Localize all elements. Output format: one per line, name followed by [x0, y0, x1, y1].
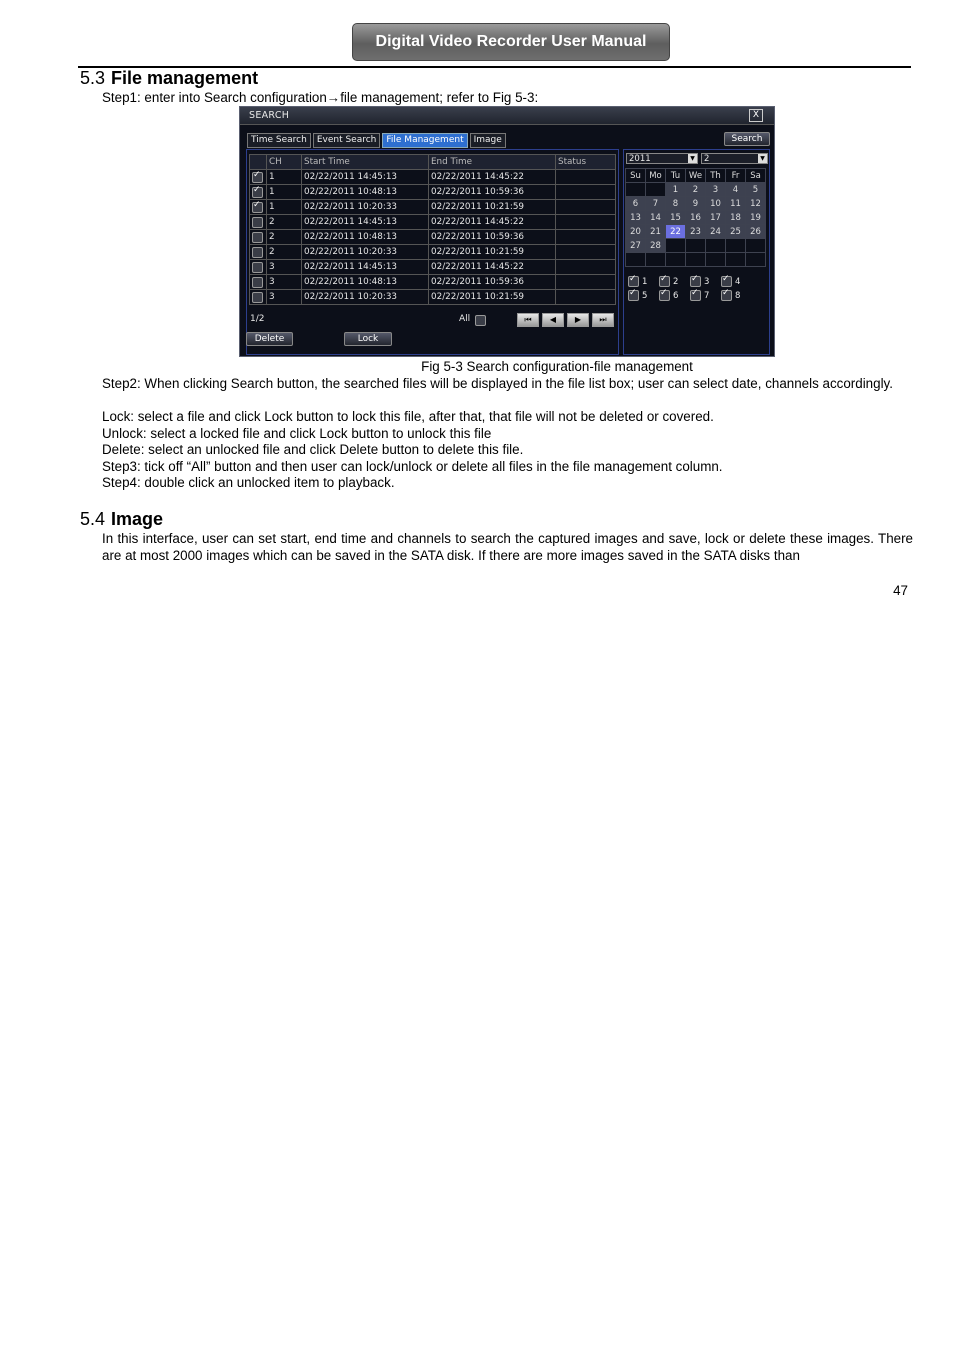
cell-end-time: 02/22/2011 10:59:36 — [429, 275, 556, 290]
row-checkbox[interactable] — [252, 217, 263, 228]
row-checkbox[interactable] — [252, 187, 263, 198]
weekday-label: Tu — [666, 169, 686, 183]
calendar-day[interactable]: 11 — [726, 197, 746, 211]
calendar-empty-cell — [666, 253, 686, 267]
channel-option[interactable] — [690, 290, 709, 301]
channel-label: 2 — [673, 277, 679, 287]
row-select-cell — [250, 200, 267, 215]
search-window — [239, 106, 775, 357]
section-5-4-heading — [80, 509, 163, 530]
cell-status — [556, 200, 616, 215]
cell-start-time: 02/22/2011 10:48:13 — [302, 275, 429, 290]
cell-start-time: 02/22/2011 10:20:33 — [302, 290, 429, 305]
calendar-empty-cell — [726, 253, 746, 267]
step1-text: Step1: enter into Search configuration→file management; refer to Fig 5-3: — [102, 90, 539, 105]
window-titlebar — [240, 107, 774, 125]
channel-checkbox[interactable] — [628, 276, 639, 287]
row-select-cell — [250, 275, 267, 290]
file-table — [249, 154, 616, 305]
cell-start-time: 02/22/2011 14:45:13 — [302, 170, 429, 185]
calendar-day[interactable]: 8 — [666, 197, 686, 211]
weekday-row — [626, 169, 766, 183]
column-header-ch: CH — [267, 155, 302, 170]
cell-ch: 1 — [267, 185, 302, 200]
tab-event-search[interactable]: Event Search — [313, 133, 381, 148]
row-select-cell — [250, 260, 267, 275]
row-select-cell — [250, 185, 267, 200]
next-page-icon[interactable]: ▶ — [567, 313, 589, 327]
calendar-day[interactable]: 1 — [666, 183, 686, 197]
tab-image[interactable]: Image — [470, 133, 506, 148]
section-number: 5.4 — [80, 509, 106, 529]
table-row[interactable] — [250, 185, 616, 200]
cell-start-time: 02/22/2011 10:48:13 — [302, 185, 429, 200]
cell-ch: 3 — [267, 290, 302, 305]
step3-text: Step3: tick off “All” button and then user can lock/unlock or delete all files in the file management column. — [102, 459, 723, 474]
image-section-text: In this interface, user can set start, end time and channels to search the captured images and save, lock or delete these images. There are at most 2000 images which can be saved in the SATA disk. If there are more images saved in the SATA disks than — [102, 531, 913, 563]
column-header-start-time: Start Time — [302, 155, 429, 170]
calendar-empty-cell — [746, 239, 766, 253]
calendar-day[interactable]: 5 — [746, 183, 766, 197]
table-row[interactable] — [250, 290, 616, 305]
section-5-3-heading — [80, 68, 258, 89]
calendar-day[interactable]: 10 — [706, 197, 726, 211]
channel-label: 5 — [642, 291, 648, 301]
row-checkbox[interactable] — [252, 277, 263, 288]
cell-status — [556, 215, 616, 230]
table-row[interactable] — [250, 260, 616, 275]
calendar-day[interactable]: 4 — [726, 183, 746, 197]
channel-checkbox[interactable] — [690, 290, 701, 301]
weekday-label: Sa — [746, 169, 766, 183]
cell-status — [556, 245, 616, 260]
row-select-cell — [250, 245, 267, 260]
section-title: Image — [111, 509, 164, 529]
cell-end-time: 02/22/2011 10:21:59 — [429, 290, 556, 305]
calendar-empty-cell — [686, 253, 706, 267]
channel-label: 3 — [704, 277, 710, 287]
calendar-day[interactable]: 27 — [626, 239, 646, 253]
table-row[interactable] — [250, 170, 616, 185]
delete-button[interactable]: Delete — [246, 332, 293, 346]
calendar-week — [626, 197, 766, 211]
cell-status — [556, 275, 616, 290]
cell-status — [556, 260, 616, 275]
cell-ch: 2 — [267, 245, 302, 260]
calendar-day[interactable]: 20 — [626, 225, 646, 239]
cell-ch: 1 — [267, 170, 302, 185]
first-page-icon[interactable]: ⏮ — [517, 313, 539, 327]
calendar-week — [626, 211, 766, 225]
cell-ch: 3 — [267, 260, 302, 275]
section-number: 5.3 — [80, 68, 106, 88]
calendar-day[interactable]: 13 — [626, 211, 646, 225]
table-header-row — [250, 155, 616, 170]
cell-end-time: 02/22/2011 14:45:22 — [429, 260, 556, 275]
calendar-day[interactable]: 25 — [726, 225, 746, 239]
calendar-day[interactable]: 18 — [726, 211, 746, 225]
all-label: All — [459, 314, 471, 324]
channel-option[interactable] — [628, 276, 647, 287]
chevron-down-icon: ▼ — [758, 154, 767, 163]
cell-end-time: 02/22/2011 10:59:36 — [429, 185, 556, 200]
calendar-empty-cell — [706, 239, 726, 253]
cell-ch: 1 — [267, 200, 302, 215]
close-icon[interactable]: X — [749, 109, 763, 122]
window-title: SEARCH — [249, 110, 290, 121]
cell-ch: 3 — [267, 275, 302, 290]
lock-text: Lock: select a file and click Lock button to lock this file, after that, that file will not be deleted or covered. — [102, 409, 714, 424]
row-select-cell — [250, 230, 267, 245]
calendar-empty-cell — [726, 239, 746, 253]
calendar-empty-cell — [626, 183, 646, 197]
table-row[interactable] — [250, 230, 616, 245]
calendar-day[interactable]: 19 — [746, 211, 766, 225]
calendar-empty-cell — [686, 239, 706, 253]
calendar-day[interactable]: 2 — [686, 183, 706, 197]
cell-end-time: 02/22/2011 14:45:22 — [429, 170, 556, 185]
channel-option[interactable] — [721, 290, 740, 301]
cell-ch: 2 — [267, 215, 302, 230]
channel-option[interactable] — [659, 290, 678, 301]
unlock-text: Unlock: select a locked file and click Lock button to unlock this file — [102, 426, 492, 441]
tab-file-management[interactable]: File Management — [382, 133, 467, 148]
channel-label: 6 — [673, 291, 679, 301]
calendar-empty-cell — [646, 183, 666, 197]
cell-end-time: 02/22/2011 10:21:59 — [429, 200, 556, 215]
tab-time-search[interactable]: Time Search — [247, 133, 311, 148]
channel-checkbox[interactable] — [721, 290, 732, 301]
column-header-end-time: End Time — [429, 155, 556, 170]
calendar-day[interactable]: 9 — [686, 197, 706, 211]
weekday-label: Su — [626, 169, 646, 183]
cell-end-time: 02/22/2011 14:45:22 — [429, 215, 556, 230]
year-select[interactable] — [626, 153, 698, 164]
calendar-panel — [623, 149, 770, 355]
calendar-day[interactable]: 21 — [646, 225, 666, 239]
calendar-empty-cell — [706, 253, 726, 267]
step2-text: Step2: When clicking Search button, the searched files will be displayed in the file list box; user can select date, channels accordingly. — [102, 376, 893, 391]
manual-title-badge: Digital Video Recorder User Manual — [352, 23, 670, 61]
page-indicator: 1/2 — [250, 314, 265, 324]
calendar-empty-cell — [626, 253, 646, 267]
channel-option[interactable] — [628, 290, 647, 301]
calendar-grid — [625, 168, 766, 267]
calendar-day[interactable]: 24 — [706, 225, 726, 239]
calendar-day[interactable]: 12 — [746, 197, 766, 211]
table-row[interactable] — [250, 200, 616, 215]
channel-label: 1 — [642, 277, 648, 287]
channel-checkbox[interactable] — [659, 290, 670, 301]
prev-page-icon[interactable]: ◀ — [542, 313, 564, 327]
row-checkbox[interactable] — [252, 247, 263, 258]
channel-checkbox[interactable] — [659, 276, 670, 287]
cell-end-time: 02/22/2011 10:21:59 — [429, 245, 556, 260]
calendar-day[interactable]: 3 — [706, 183, 726, 197]
cell-status — [556, 185, 616, 200]
cell-start-time: 02/22/2011 10:20:33 — [302, 245, 429, 260]
calendar-day[interactable]: 22 — [666, 225, 686, 239]
tab-bar — [247, 133, 508, 147]
cell-end-time: 02/22/2011 10:59:36 — [429, 230, 556, 245]
calendar-week — [626, 253, 766, 267]
table-row[interactable] — [250, 275, 616, 290]
calendar-day[interactable]: 7 — [646, 197, 666, 211]
channel-label: 7 — [704, 291, 710, 301]
table-row[interactable] — [250, 215, 616, 230]
weekday-label: Th — [706, 169, 726, 183]
pager-bar — [250, 313, 615, 327]
calendar-empty-cell — [746, 253, 766, 267]
figure-caption: Fig 5-3 Search configuration-file management — [421, 359, 693, 374]
cell-start-time: 02/22/2011 14:45:13 — [302, 260, 429, 275]
month-select[interactable] — [701, 153, 768, 164]
channel-option[interactable] — [659, 276, 678, 287]
calendar-day[interactable]: 14 — [646, 211, 666, 225]
last-page-icon[interactable]: ⏭ — [592, 313, 614, 327]
calendar-week — [626, 239, 766, 253]
row-checkbox[interactable] — [252, 292, 263, 303]
table-row[interactable] — [250, 245, 616, 260]
calendar-day[interactable]: 23 — [686, 225, 706, 239]
cell-ch: 2 — [267, 230, 302, 245]
step4-text: Step4: double click an unlocked item to playback. — [102, 475, 395, 490]
file-list-panel — [246, 149, 619, 355]
select-column-header — [250, 155, 267, 170]
all-checkbox[interactable] — [475, 315, 486, 326]
search-button[interactable]: Search — [724, 132, 770, 146]
column-header-status: Status — [556, 155, 616, 170]
cell-status — [556, 170, 616, 185]
delete-text: Delete: select an unlocked file and click Delete button to delete this file. — [102, 442, 524, 457]
year-value: 2011 — [629, 154, 651, 164]
calendar-day[interactable]: 15 — [666, 211, 686, 225]
calendar-week — [626, 183, 766, 197]
page-number: 47 — [893, 583, 908, 598]
row-checkbox[interactable] — [252, 262, 263, 273]
calendar-empty-cell — [646, 253, 666, 267]
channel-checkbox[interactable] — [690, 276, 701, 287]
channel-checkbox[interactable] — [628, 290, 639, 301]
channel-option[interactable] — [690, 276, 709, 287]
cell-start-time: 02/22/2011 10:48:13 — [302, 230, 429, 245]
calendar-day[interactable]: 17 — [706, 211, 726, 225]
cell-status — [556, 290, 616, 305]
calendar-day[interactable]: 16 — [686, 211, 706, 225]
channel-label: 8 — [735, 291, 741, 301]
row-select-cell — [250, 215, 267, 230]
calendar-day[interactable]: 28 — [646, 239, 666, 253]
lock-button[interactable]: Lock — [344, 332, 392, 346]
cell-status — [556, 230, 616, 245]
weekday-label: Mo — [646, 169, 666, 183]
row-checkbox[interactable] — [252, 172, 263, 183]
channel-label: 4 — [735, 277, 741, 287]
calendar-day[interactable]: 26 — [746, 225, 766, 239]
calendar-empty-cell — [666, 239, 686, 253]
chevron-down-icon: ▼ — [688, 154, 697, 163]
channel-option[interactable] — [721, 276, 740, 287]
cell-start-time: 02/22/2011 10:20:33 — [302, 200, 429, 215]
row-select-cell — [250, 290, 267, 305]
row-checkbox[interactable] — [252, 202, 263, 213]
row-select-cell — [250, 170, 267, 185]
section-title: File management — [111, 68, 259, 88]
weekday-label: We — [686, 169, 706, 183]
row-checkbox[interactable] — [252, 232, 263, 243]
calendar-day[interactable]: 6 — [626, 197, 646, 211]
month-value: 2 — [704, 154, 710, 164]
cell-start-time: 02/22/2011 14:45:13 — [302, 215, 429, 230]
weekday-label: Fr — [726, 169, 746, 183]
channel-checkbox[interactable] — [721, 276, 732, 287]
calendar-week — [626, 225, 766, 239]
